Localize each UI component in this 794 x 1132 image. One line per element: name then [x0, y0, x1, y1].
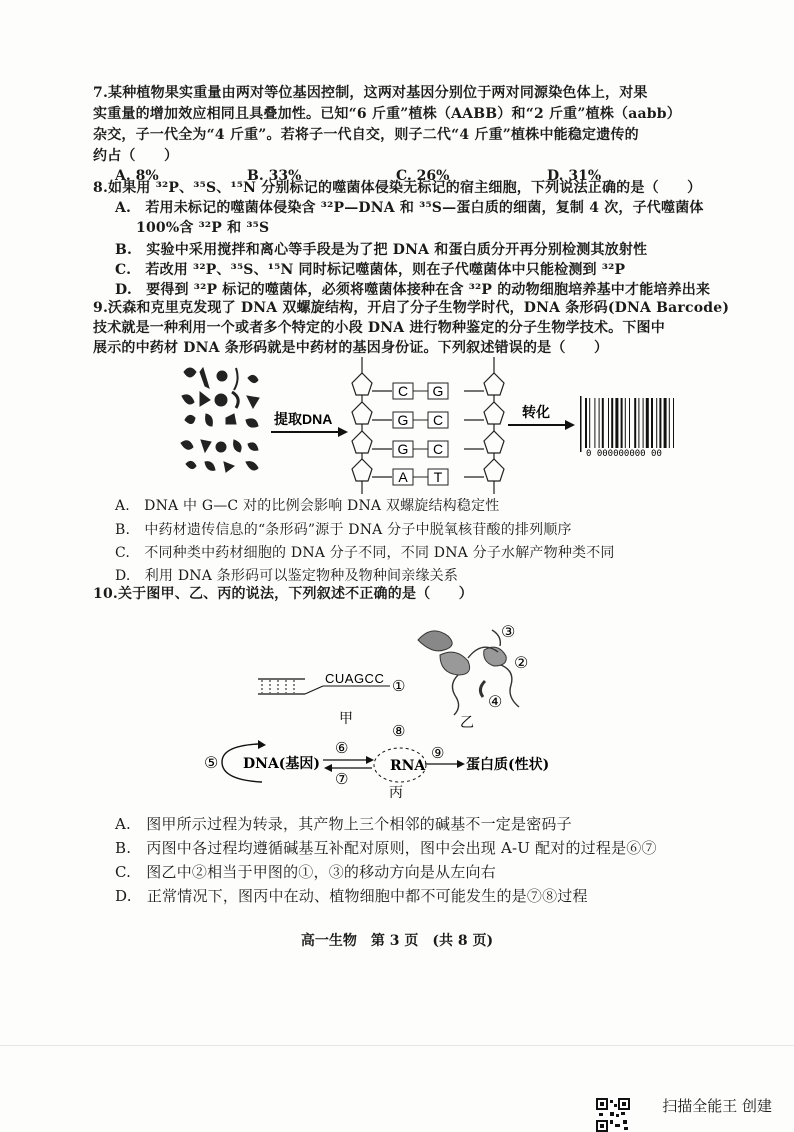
protein-label: 蛋白质(性状): [466, 757, 550, 773]
q10-option-b: B. 丙图中各过程均遵循碱基互补配对原则，图中会出现 A-U 配对的过程是⑥⑦: [115, 839, 657, 857]
yi-mark-3: ③: [501, 622, 516, 641]
q9-line-2: 技术就是一种利用一个或者多个特定的小段 DNA 进行物种鉴定的分子生物学技术。下图中: [93, 320, 665, 336]
base-right-4: T: [433, 469, 443, 485]
barcode-number: 0 000000000 00: [586, 449, 662, 459]
q9-option-b: B. 中药材遗传信息的“条形码”源于 DNA 分子中脱氧核苷酸的排列顺序: [115, 522, 572, 538]
figure-yi-label: 乙: [460, 715, 474, 731]
base-left-1: C: [397, 383, 409, 399]
mark-6: ⑥: [335, 739, 349, 757]
q7-option-c: C. 26%: [396, 168, 450, 184]
q10-option-a: A. 图甲所示过程为转录，其产物上三个相邻的碱基不一定是密码子: [115, 815, 572, 833]
mark-9: ⑨: [431, 744, 445, 762]
q7-line-2: 实重量的增加效应相同且具叠加性。已知“6 斤重”植株（AABB）和“2 斤重”植株（aabb）: [93, 106, 681, 122]
q9-option-a: A. DNA 中 G—C 对的比例会影响 DNA 双螺旋结构稳定性: [115, 498, 500, 514]
qr-code-icon: [596, 1098, 630, 1132]
base-right-1: G: [432, 383, 444, 399]
q7-line-1: 7.某种植物果实重量由两对等位基因控制，这两对基因分别位于两对同源染色体上，对果: [93, 85, 648, 101]
base-right-3: C: [432, 441, 444, 457]
rna-label: RNA: [390, 758, 426, 774]
q9-line-1: 9.沃森和克里克发现了 DNA 双螺旋结构，开启了分子生物学时代，DNA 条形码(DNA Barcode): [93, 300, 730, 316]
q9-line-3: 展示的中药材 DNA 条形码就是中药材的基因身份证。下列叙述错误的是（ ）: [93, 340, 609, 356]
scanner-watermark: 扫描全能王 创建: [662, 1097, 772, 1115]
q8-option-d: D. 要得到 ³²P 标记的噬菌体，必须将噬菌体接种在含 ³²P 的动物细胞培养基中才能培养出来: [115, 282, 711, 298]
mrna-sequence: CUAGCC: [325, 671, 385, 686]
q9-option-d: D. 利用 DNA 条形码可以鉴定物种及物种间亲缘关系: [115, 568, 459, 584]
dna-gene-label: DNA(基因): [243, 756, 321, 772]
q10-option-c: C. 图乙中②相当于甲图的①，③的移动方向是从左向右: [115, 863, 496, 881]
q10-stem: 10.关于图甲、乙、丙的说法，下列叙述不正确的是（ ）: [93, 586, 473, 602]
q8-option-a-cont: 100%含 ³²P 和 ³⁵S: [136, 220, 270, 236]
base-right-2: C: [432, 412, 444, 428]
base-left-2: G: [397, 412, 409, 428]
base-left-3: G: [397, 441, 409, 457]
page-footer: 高一生物 第 3 页 (共 8 页): [300, 933, 494, 949]
figure-yi: [418, 622, 528, 731]
mark-8: ⑧: [392, 722, 406, 740]
figure-jia: [258, 671, 405, 727]
q8-option-c: C. 若改用 ³²P、³⁵S、¹⁵N 同时标记噬菌体，则在子代噬菌体中只能检测到 ³²P: [115, 262, 626, 278]
convert-label: 转化: [522, 404, 550, 420]
q10-option-d: D. 正常情况下，图丙中在动、植物细胞中都不可能发生的是⑦⑧过程: [115, 887, 588, 905]
q8-option-b: B. 实验中采用搅拌和离心等手段是为了把 DNA 和蛋白质分开再分别检测其放射性: [115, 242, 648, 258]
figure-jia-label: 甲: [339, 711, 353, 727]
q8-option-a: A. 若用未标记的噬菌体侵染含 ³²P—DNA 和 ³⁵S—蛋白质的细菌，复制 4 次，子代噬菌体: [115, 200, 704, 216]
q7-option-a: A. 8%: [115, 168, 159, 184]
q7-line-3: 杂交，子一代全为“4 斤重”。若将子一代自交，则子二代“4 斤重”植株中能稳定遗传的: [93, 127, 639, 143]
scan-divider: [0, 1045, 794, 1046]
extract-dna-label: 提取DNA: [274, 411, 333, 427]
q8-stem: 8.如果用 ³²P、³⁵S、¹⁵N 分别标记的噬菌体侵染无标记的宿主细胞，下列说法正确的是（ ）: [93, 180, 702, 196]
figure-bing: [204, 722, 549, 801]
base-left-4: A: [398, 469, 408, 485]
q7-line-4: 约占（ ）: [93, 148, 179, 164]
figure-bing-label: 丙: [389, 785, 403, 801]
mark-1: ①: [392, 677, 406, 695]
q7-option-b: B. 33%: [247, 168, 302, 184]
mark-7: ⑦: [335, 770, 349, 788]
mark-5: ⑤: [204, 753, 219, 772]
q9-option-c: C. 不同种类中药材细胞的 DNA 分子不同，不同 DNA 分子水解产物种类不同: [115, 545, 615, 561]
yi-mark-2: ②: [514, 653, 529, 672]
q7-option-d: D. 31%: [547, 168, 602, 184]
yi-mark-4: ④: [488, 692, 503, 711]
